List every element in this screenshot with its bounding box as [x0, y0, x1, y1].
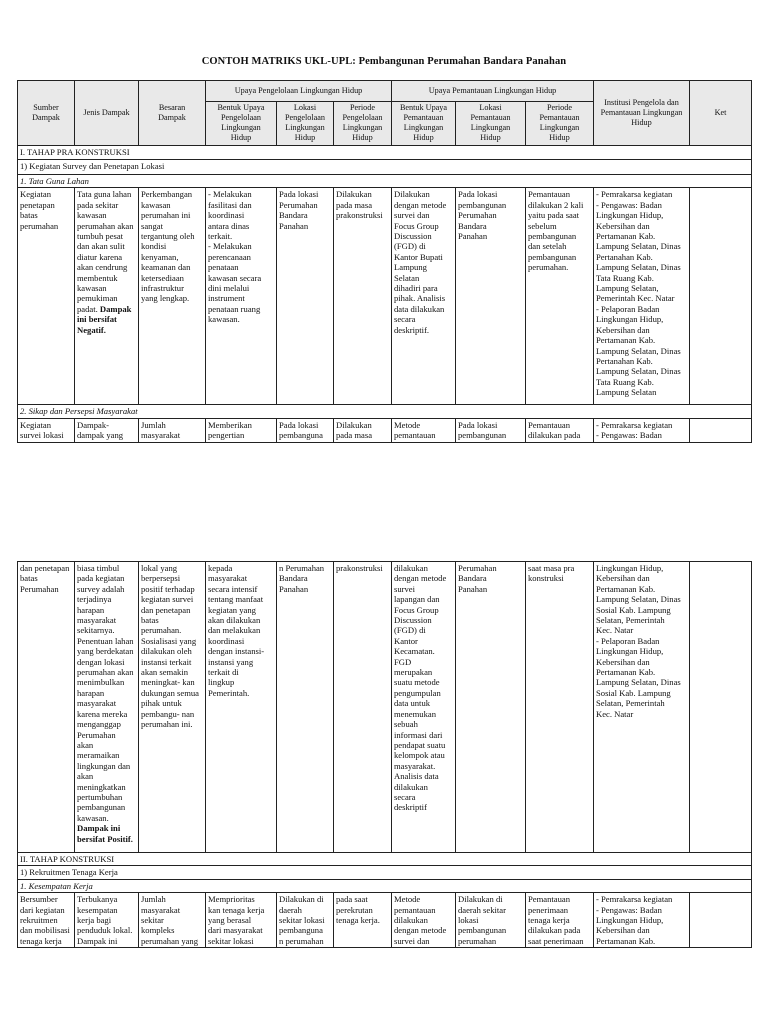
topic-row	[18, 405, 752, 418]
cell-besaran: Jumlah masyarakat	[139, 418, 206, 442]
cell-besaran: Jumlah masyarakat sekitar kompleks perumahan yang	[139, 893, 206, 948]
cell-ket	[690, 188, 752, 405]
cell-periode-pemantauan: saat masa pra konstruksi	[526, 562, 594, 853]
cell-institusi: - Pemrakarsa kegiatan - Pengawas: Badan Lingkungan Hidup, Kebersihan dan Pertamanan Kab.	[594, 893, 690, 948]
cell-besaran: Perkembangan kawasan perumahan ini sangat tergantung oleh kondisi kenyaman, keamanan dan ketersediaan infrastruktur yang lengkap.	[139, 188, 206, 405]
cell-periode-pemantauan: Pemantauan dilakukan 2 kali yaitu pada saat sebelum pembangunan dan setelah pembangunan perumahan.	[526, 188, 594, 405]
ukl-upl-matrix-table-continued	[17, 561, 752, 948]
header-ket: Ket	[690, 81, 752, 146]
cell-lokasi-pengelolaan: Pada lokasi Perumahan Bandara Panahan	[277, 188, 334, 405]
table-row	[18, 418, 752, 442]
cell-periode-pengelolaan: prakonstruksi	[334, 562, 392, 853]
topic-kesempatan-kerja: 1. Kesempatan Kerja	[18, 879, 752, 892]
cell-sumber: dan penetapan batas Perumahan	[18, 562, 75, 853]
subsection-row	[18, 866, 752, 879]
section-pra-konstruksi: I. TAHAP PRA KONSTRUKSI	[18, 146, 752, 160]
cell-periode-pengelolaan: Dilakukan pada masa	[334, 418, 392, 442]
table-row	[18, 562, 752, 853]
header-group-pengelolaan: Upaya Pengelolaan Lingkungan Hidup	[206, 81, 392, 102]
cell-lokasi-pemantauan: Perumahan Bandara Panahan	[456, 562, 526, 853]
header-jenis-dampak: Jenis Dampak	[75, 81, 139, 146]
cell-jenis: Terbukanya kesempatan kerja bagi penduduk lokal. Dampak ini	[75, 893, 139, 948]
document-title: CONTOH MATRIKS UKL-UPL: Pembangunan Perumahan Bandara Panahan	[201, 56, 567, 67]
topic-tata-guna-lahan: 1. Tata Guna Lahan	[18, 175, 752, 188]
cell-jenis-dampak-sifat: Dampak ini bersifat Negatif.	[77, 303, 132, 335]
header-bentuk-pemantauan: Bentuk Upaya Pemantauan Lingkungan Hidup	[392, 102, 456, 146]
cell-jenis	[75, 188, 139, 405]
cell-bentuk-pemantauan: Dilakukan dengan metode survei dan Focus Group Discussion (FGD) di Kantor Bupati Lampung Selatan dihadiri para pihak. Analisis data dilakukan secara deskriptif.	[392, 188, 456, 405]
topic-row	[18, 175, 752, 188]
section-row	[18, 146, 752, 160]
cell-lokasi-pemantauan: Dilakukan di daerah sekitar lokasi pembangunan perumahan	[456, 893, 526, 948]
cell-lokasi-pengelolaan: Dilakukan di daerah sekitar lokasi pembanguna n perumahan	[277, 893, 334, 948]
table-row	[18, 893, 752, 948]
cell-sumber: Kegiatan penetapan batas perumahan	[18, 188, 75, 405]
topic-row	[18, 879, 752, 892]
cell-sumber: Kegiatan survei lokasi	[18, 418, 75, 442]
cell-sumber: Bersumber dari kegiatan rekruitmen dan mobilisasi tenaga kerja	[18, 893, 75, 948]
cell-institusi: Lingkungan Hidup, Kebersihan dan Pertamanan Kab. Lampung Selatan, Dinas Sosial Kab. Lampung Selatan, Pemerintah Kec. Natar - Pelaporan Badan Lingkungan Hidup, Kebersihan dan Pertamanan Kab. Lampung Selatan, Dinas Sosial Kab. Lampung Selatan, Pemerintah Kec. Natar	[594, 562, 690, 853]
cell-bentuk-pengelolaan: Memprioritas kan tenaga kerja yang berasal dari masyarakat sekitar lokasi	[206, 893, 277, 948]
cell-jenis-text: biasa timbul pada kegiatan survey adalah terjadinya harapan masyarakat sekitarnya. Penentuan lahan yang berdekatan dengan lokasi perumahan akan menimbulkan harapan masyarakat karena mereka menganggap Perumahan akan meramaikan lingkungan dan akan meningkatkan pertumbuhan pembangunan kawasan.	[77, 563, 134, 823]
cell-periode-pengelolaan: Dilakukan pada masa prakonstruksi	[334, 188, 392, 405]
table-row	[18, 188, 752, 405]
header-bentuk-pengelolaan: Bentuk Upaya Pengelolaan Lingkungan Hidup	[206, 102, 277, 146]
cell-institusi: - Pemrakarsa kegiatan - Pengawas: Badan Lingkungan Hidup, Kebersihan dan Pertamanan Kab. Lampung Selatan, Dinas Pertanahan Kab. Lampung Selatan, Dinas Tata Ruang Kab. Lampung Selatan, Pemerintah Kec. Natar - Pelaporan Badan Lingkungan Hidup, Kebersihan dan Pertamanan Kab. Lampung Selatan, Dinas Pertanahan Kab. Lampung Selatan, Dinas Tata Ruang Kab. Lampung Selatan	[594, 188, 690, 405]
cell-bentuk-pemantauan: Metode pemantauan	[392, 418, 456, 442]
header-row-group	[18, 81, 752, 102]
header-group-pemantauan: Upaya Pemantauan Lingkungan Hidup	[392, 81, 594, 102]
cell-institusi: - Pemrakarsa kegiatan - Pengawas: Badan	[594, 418, 690, 442]
cell-bentuk-pengelolaan: Memberikan pengertian	[206, 418, 277, 442]
cell-lokasi-pengelolaan: n Perumahan Bandara Panahan	[277, 562, 334, 853]
header-periode-pemantauan: Periode Pemantauan Lingkungan Hidup	[526, 102, 594, 146]
cell-bentuk-pengelolaan: - Melakukan fasilitasi dan koordinasi antara dinas terkait. - Melakukan perencanaan penataan kawasan secara dini melalui instrument penataan ruang kawasan.	[206, 188, 277, 405]
cell-periode-pemantauan: Pemantauan penerimaan tenaga kerja dilakukan pada saat penerimaan	[526, 893, 594, 948]
cell-lokasi-pengelolaan: Pada lokasi pembanguna	[277, 418, 334, 442]
cell-jenis-text: Tata guna lahan pada sekitar kawasan perumahan akan tumbuh pesat dan akan sulit diatur karena akan cendrung membentuk kawasan pemukiman padat.	[77, 189, 134, 314]
cell-jenis	[75, 562, 139, 853]
cell-jenis-dampak-sifat: Dampak ini bersifat Positif.	[77, 823, 133, 844]
header-sumber-dampak: Sumber Dampak	[18, 81, 75, 146]
cell-bentuk-pemantauan: Metode pemantauan dilakukan dengan metode survei dan	[392, 893, 456, 948]
cell-ket	[690, 893, 752, 948]
section-row	[18, 853, 752, 866]
cell-lokasi-pemantauan: Pada lokasi pembangunan	[456, 418, 526, 442]
cell-ket	[690, 562, 752, 853]
ukl-upl-matrix-table	[17, 80, 752, 443]
cell-ket	[690, 418, 752, 442]
cell-besaran: lokal yang berpersepsi positif terhadap kegiatan survei dan penetapan batas perumahan. Sosialisasi yang dilakukan oleh instansi terkait akan semakin meningkat- kan dukungan semua pihak untuk pembangu- nan perumahan ini.	[139, 562, 206, 853]
section-konstruksi: II. TAHAP KONSTRUKSI	[18, 853, 752, 866]
cell-periode-pemantauan: Pemantauan dilakukan pada	[526, 418, 594, 442]
subsection-rekrutmen: 1) Rekruitmen Tenaga Kerja	[18, 866, 752, 879]
cell-bentuk-pengelolaan: kepada masyarakat secara intensif tentang manfaat kegiatan yang akan dilakukan dan melakukan koordinasi dengan instansi- instansi yang terkait di lingkup Pemerintah.	[206, 562, 277, 853]
subsection-row	[18, 160, 752, 175]
topic-sikap-persepsi: 2. Sikap dan Persepsi Masyarakat	[18, 405, 752, 418]
header-lokasi-pemantauan: Lokasi Pemantauan Lingkungan Hidup	[456, 102, 526, 146]
header-periode-pengelolaan: Periode Pengelolaan Lingkungan Hidup	[334, 102, 392, 146]
cell-lokasi-pemantauan: Pada lokasi pembangunan Perumahan Bandara Panahan	[456, 188, 526, 405]
header-besaran-dampak: Besaran Dampak	[139, 81, 206, 146]
header-institusi: Institusi Pengelola dan Pemantauan Lingkungan Hidup	[594, 81, 690, 146]
cell-jenis: Dampak- dampak yang	[75, 418, 139, 442]
cell-periode-pengelolaan: pada saat perekrutan tenaga kerja.	[334, 893, 392, 948]
header-lokasi-pengelolaan: Lokasi Pengelolaan Lingkungan Hidup	[277, 102, 334, 146]
cell-bentuk-pemantauan: dilakukan dengan metode survei lapangan dan Focus Group Discussion (FGD) di Kantor Kecamatan. FGD merupakan suatu metode pengumpulan data untuk menemukan sebuah informasi dari pendapat suatu kelompok atau masyarakat. Analisis data dilakukan secara deskriptif	[392, 562, 456, 853]
subsection-survey-penetapan: 1) Kegiatan Survey dan Penetapan Lokasi	[18, 160, 752, 175]
